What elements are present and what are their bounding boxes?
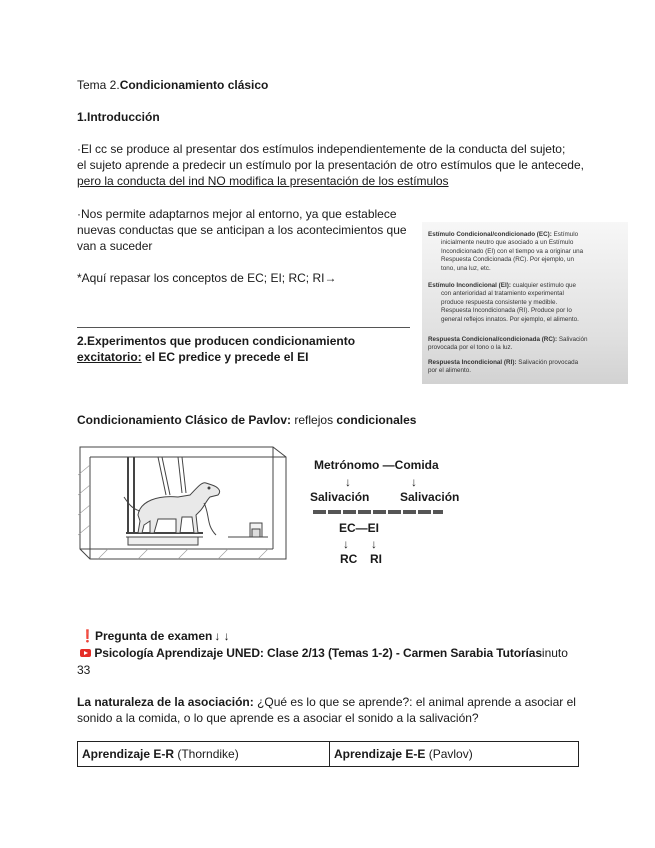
youtube-icon <box>80 649 91 657</box>
diagram-arrow: ↓ <box>345 475 351 489</box>
exam-question: ❗Pregunta de examen ↓ ↓ <box>80 629 230 643</box>
nature-paragraph-line: sonido a la comida, o lo que aprende es a asociar el sonido a la salivación? <box>77 711 479 725</box>
minute-label: inuto <box>541 646 568 660</box>
review-note: *Aquí repasar los conceptos de EC; EI; RC; RI→ <box>77 271 337 285</box>
video-title-link[interactable]: Psicología Aprendizaje UNED: Clase 2/13 (Temas 1-2) - Carmen Sarabia Tutorías <box>94 646 542 660</box>
diagram-salivation-right: Salivación <box>400 490 460 504</box>
horizontal-rule <box>77 327 410 328</box>
diagram-ri: RI <box>370 552 382 566</box>
adapt-paragraph-line: nuevas conductas que se anticipan a los acontecimientos que <box>77 223 407 237</box>
diagram-row-metronome-food: Metrónomo —Comida <box>314 458 439 472</box>
diagram-arrow: ↓ <box>371 537 377 551</box>
nature-paragraph-line: La naturaleza de la asociación: ¿Qué es lo que se aprende?: el animal aprende a asociar el <box>77 695 576 709</box>
definition-ei: Estímulo Incondicional (EI): cualquier estímulo que con anterioridad al tratamiento experimental produce respuesta consistente y medible. Respuesta Incondicionada (RI). Produce por lo general reflejos innatos. Por ejemplo, el alimento. <box>428 282 579 323</box>
table-cell-ee: Aprendizaje E-E (Pavlov) <box>330 742 579 767</box>
diagram-separator <box>313 510 443 514</box>
minute-number: 33 <box>77 663 91 677</box>
pavlov-dog-illustration <box>78 445 298 565</box>
intro-paragraph-line: pero la conducta del ind NO modifica la presentación de los estímulos <box>77 174 449 188</box>
intro-paragraph-line: ·El cc se produce al presentar dos estímulos independientemente de la conducta del sujeto; <box>77 142 566 156</box>
diagram-ec-ei: EC—EI <box>339 521 380 535</box>
definitions-image <box>422 222 628 384</box>
diagram-salivation-left: Salivación <box>310 490 370 504</box>
section2-heading: 2.Experimentos que producen condicionamiento <box>77 334 356 348</box>
pavlov-heading: Condicionamiento Clásico de Pavlov: reflejos condicionales <box>77 413 417 427</box>
diagram-rc: RC <box>340 552 358 566</box>
exclamation-icon: ❗ <box>80 629 95 643</box>
adapt-paragraph-line: ·Nos permite adaptarnos mejor al entorno, ya que establece <box>77 207 397 221</box>
learning-types-table <box>77 741 579 767</box>
definition-ec: Estímulo Condicional/condicionado (EC): Estímulo inicialmente neutro que asociado a un Estímulo Incondicionado (EI) con el tiempo va a originar una Respuesta Condicionada (RC). Por ejemplo, un tono, una luz, etc. <box>428 231 584 272</box>
section2-subheading: excitatorio: el EC predice y precede el EI <box>77 350 309 364</box>
diagram-arrow: ↓ <box>411 475 417 489</box>
table-row <box>78 742 579 767</box>
diagram-arrow: ↓ <box>343 537 349 551</box>
adapt-paragraph-line: van a suceder <box>77 239 153 253</box>
definition-rc: Respuesta Condicional/condicionada (RC): Salivación provocada por el tono o la luz. <box>428 336 588 352</box>
document-title: Tema 2.Condicionamiento clásico <box>77 78 269 92</box>
video-link-line[interactable] <box>80 645 568 661</box>
table-cell-er: Aprendizaje E-R (Thorndike) <box>78 742 330 767</box>
definition-ri: Respuesta Incondicional (RI): Salivación provocada por el alimento. <box>428 359 579 375</box>
intro-paragraph-line: el sujeto aprende a predecir un estímulo por la presentación de otro estímulos que le antecede, <box>77 158 584 172</box>
intro-heading: 1.Introducción <box>77 110 160 124</box>
